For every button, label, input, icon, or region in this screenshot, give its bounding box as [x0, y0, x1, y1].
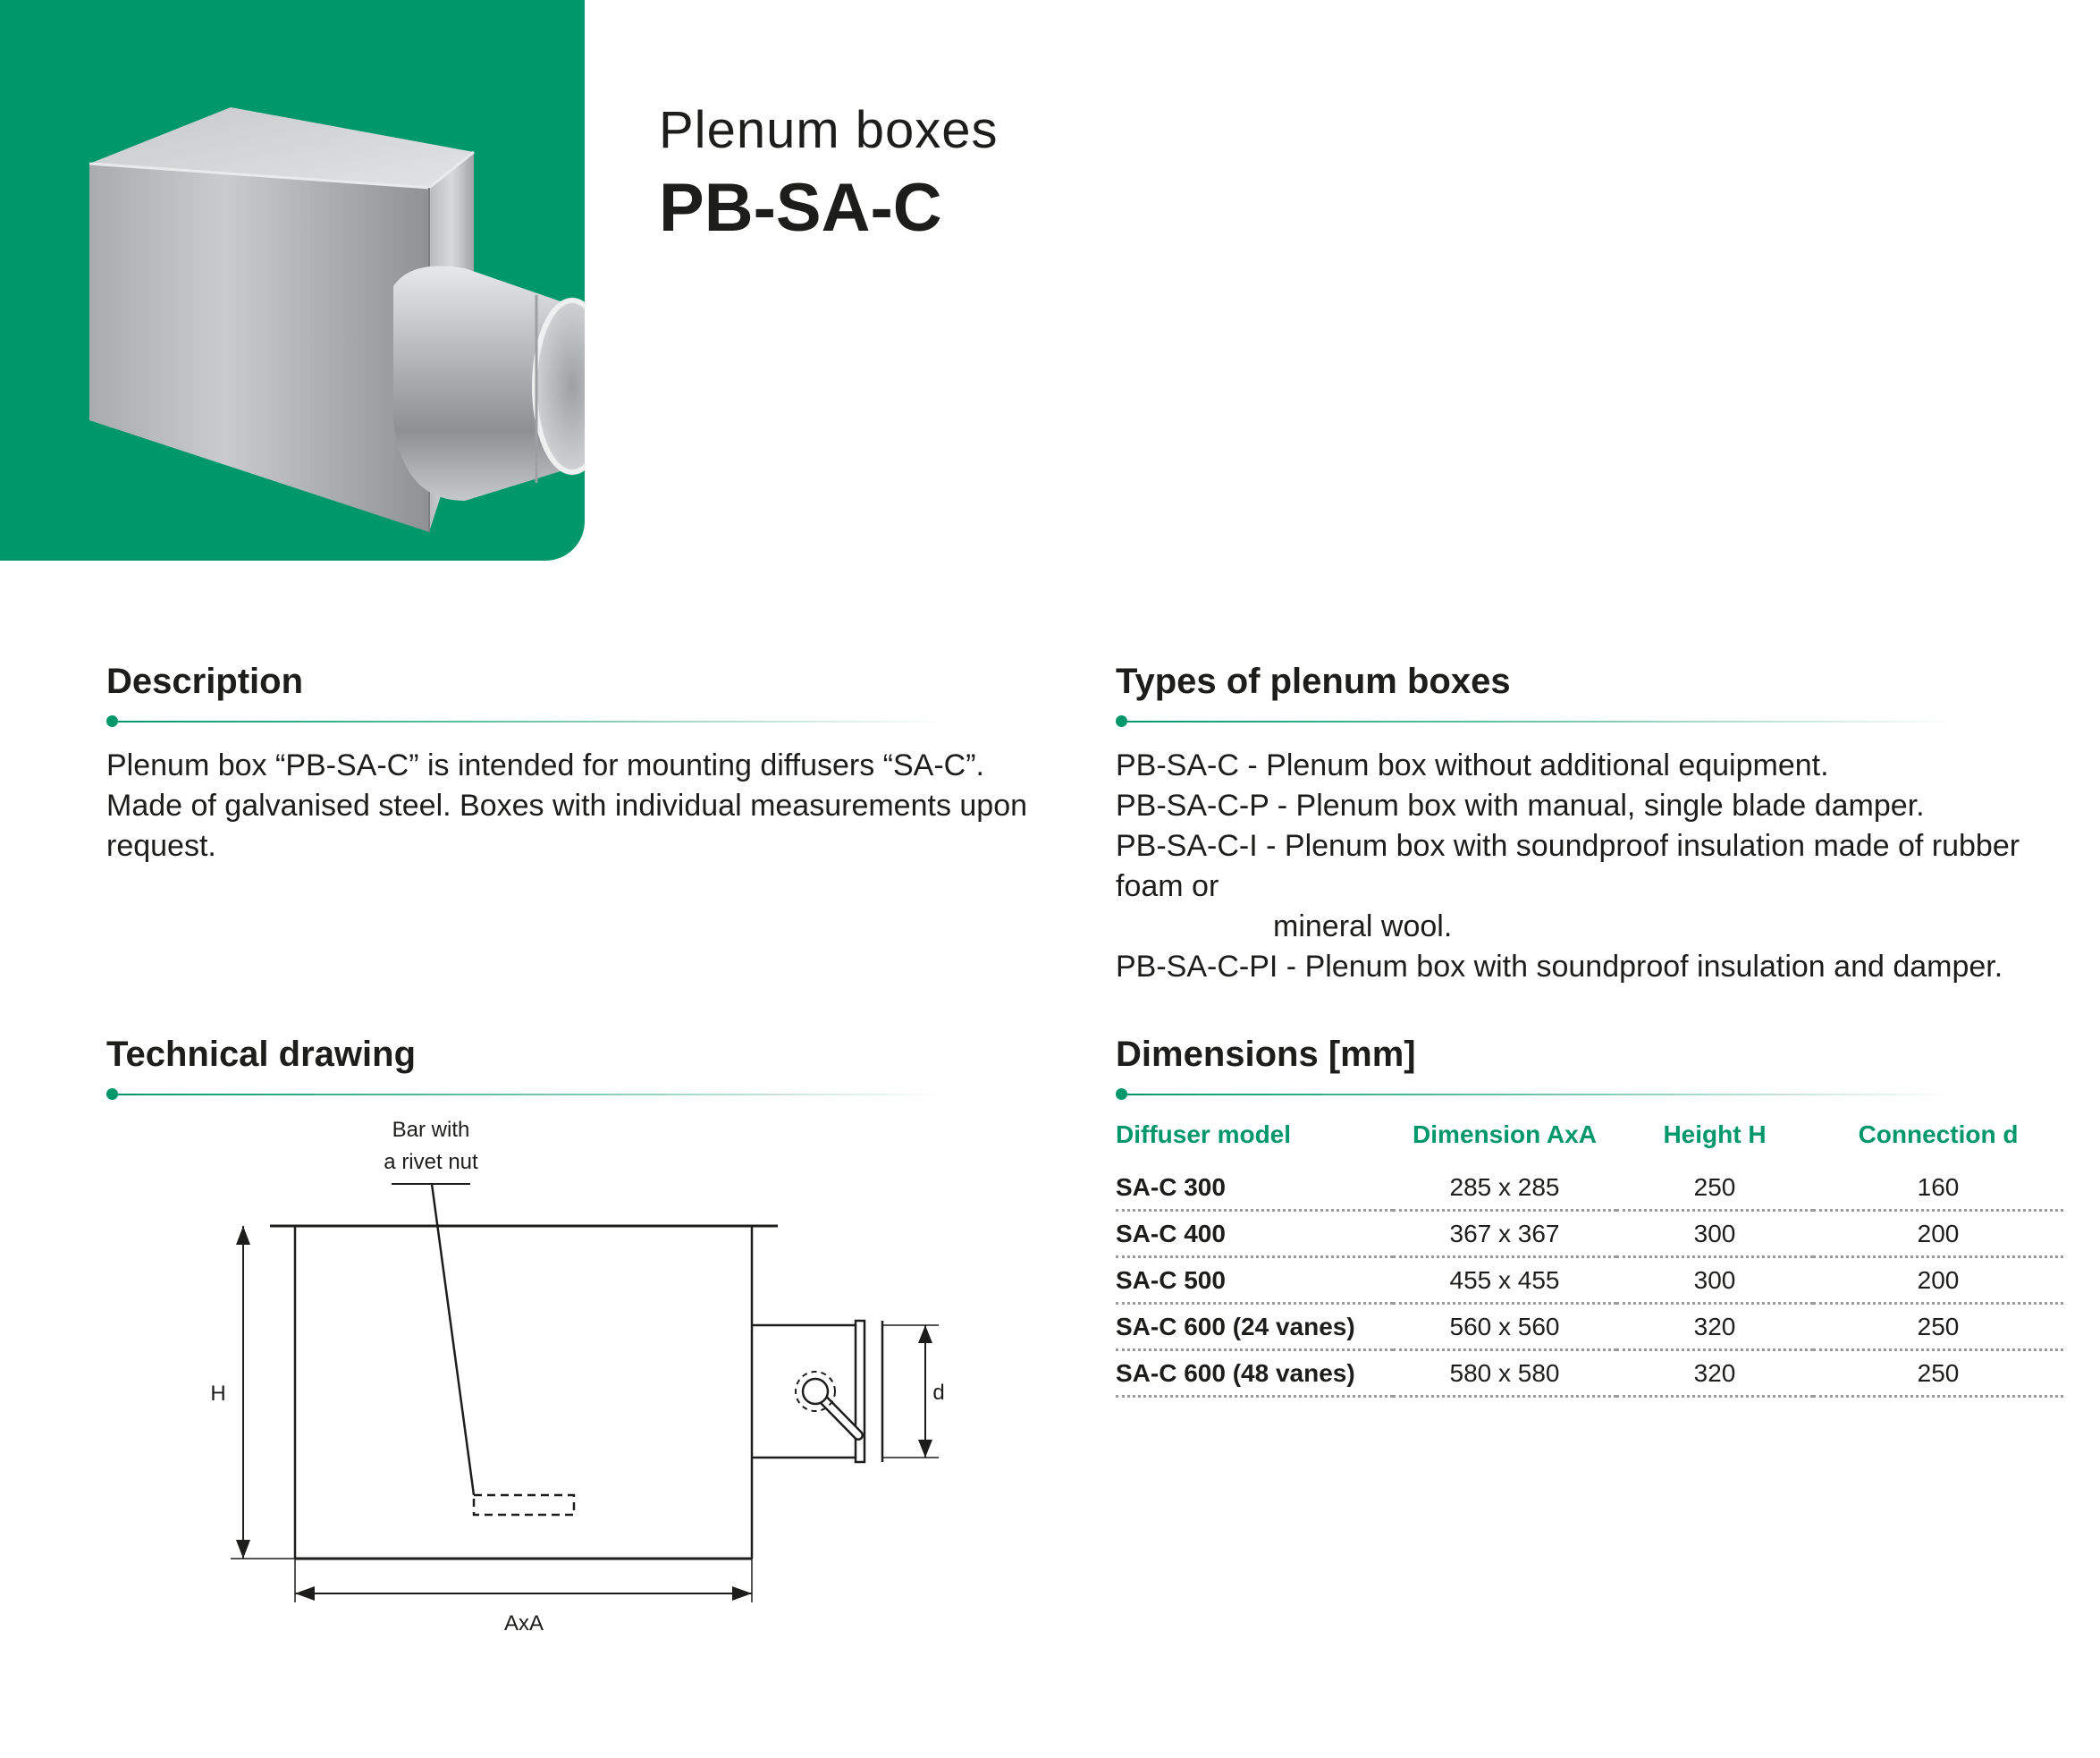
list-item: PB-SA-C-I - Plenum box with soundproof insulation made of rubber foam or mineral wool. [1116, 829, 2020, 943]
section-divider [106, 1088, 947, 1101]
description-section [106, 660, 1063, 866]
technical-drawing-heading: Technical drawing [106, 1035, 416, 1074]
technical-drawing-svg [179, 1109, 983, 1681]
table-row: SA-C 500 455 x 455 300 200 [1116, 1257, 2063, 1304]
table-row: SA-C 300 285 x 285 250 160 [1116, 1165, 2063, 1211]
page-title: PB-SA-C [659, 170, 942, 246]
dimensions-table [1116, 1113, 2063, 1398]
section-divider [106, 715, 947, 728]
bar-label-line1: Bar with [392, 1118, 470, 1142]
table-row: SA-C 600 (48 vanes) 580 x 580 320 250 [1116, 1350, 2063, 1397]
section-divider [1116, 715, 1956, 728]
types-section [1116, 660, 2090, 987]
types-heading: Types of plenum boxes [1116, 662, 1511, 701]
types-list [1116, 746, 2090, 987]
width-label: AxA [503, 1611, 544, 1635]
technical-drawing [179, 1109, 983, 1686]
plenum-box-illustration [0, 0, 585, 561]
product-photo-panel [0, 0, 585, 561]
column-header: Dimension AxA [1413, 1120, 1597, 1148]
technical-drawing-section [106, 1033, 947, 1101]
page-subtitle: Plenum boxes [659, 101, 999, 159]
list-item: PB-SA-C-P - Plenum box with manual, single blade damper. [1116, 789, 1925, 823]
title-block [659, 97, 999, 249]
bar-label-line2: a rivet nut [384, 1150, 478, 1174]
table-header-row [1116, 1113, 2063, 1165]
dimensions-heading: Dimensions [mm] [1116, 1035, 1416, 1074]
connection-label: d [932, 1381, 945, 1405]
column-header: Diffuser model [1116, 1120, 1292, 1148]
list-item: PB-SA-C-PI - Plenum box with soundproof insulation and damper. [1116, 950, 2003, 984]
column-header: Height H [1663, 1120, 1767, 1148]
description-text: Plenum box “PB-SA-C” is intended for mounting diffusers “SA-C”. Made of galvanised steel. Boxes with individual measurements upon request. [106, 748, 1028, 863]
description-heading: Description [106, 662, 304, 701]
height-label: H [210, 1382, 226, 1406]
dimensions-section [1116, 1033, 2063, 1398]
column-header: Connection d [1858, 1120, 2019, 1148]
table-row: SA-C 400 367 x 367 300 200 [1116, 1211, 2063, 1257]
table-row: SA-C 600 (24 vanes) 560 x 560 320 250 [1116, 1304, 2063, 1350]
list-item: PB-SA-C - Plenum box without additional equipment. [1116, 748, 1829, 782]
section-divider [1116, 1088, 1956, 1101]
